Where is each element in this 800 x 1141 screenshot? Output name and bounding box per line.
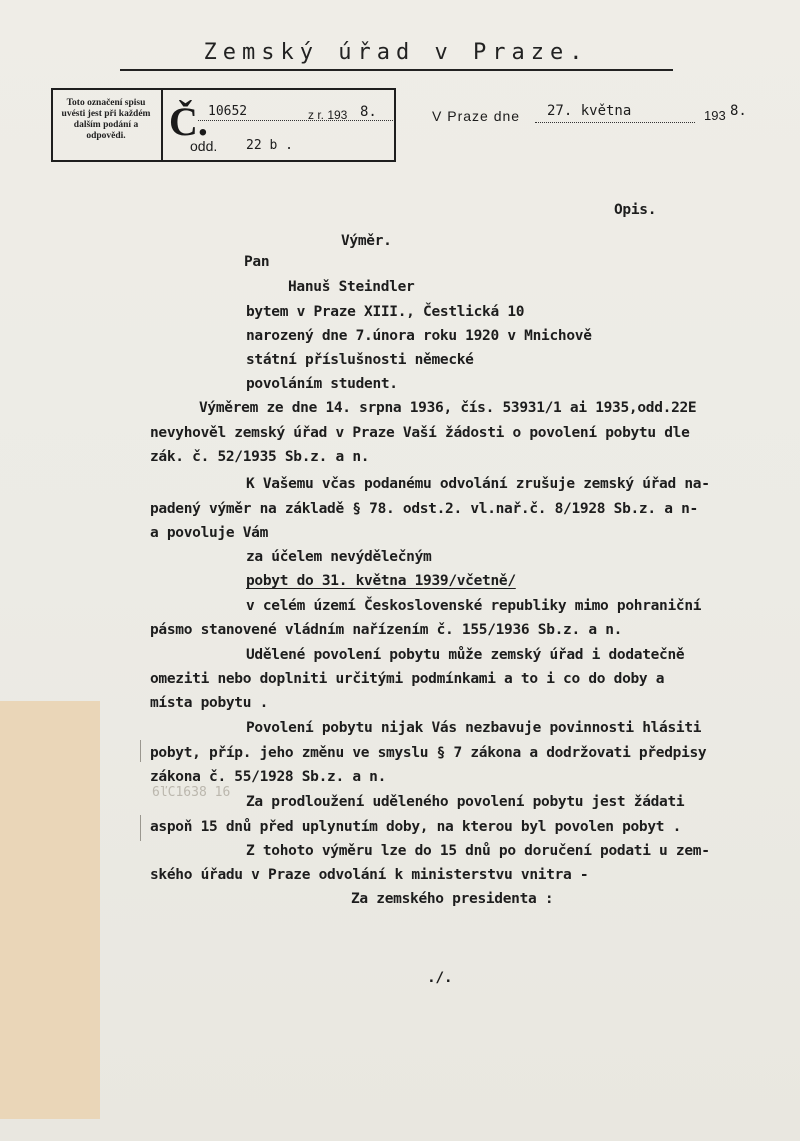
body-line: pásmo stanovené vládním nařízením č. 155/1936 Sb.z. a n. xyxy=(150,622,623,638)
body-line: pobyt, příp. jeho změnu ve smyslu § 7 zákona a dodržovati předpisy xyxy=(150,745,707,761)
body-line: ského úřadu v Praze odvolání k ministerstvu vnitra - xyxy=(150,867,589,883)
dateline xyxy=(432,103,762,125)
dateline-year-digit: 8. xyxy=(730,103,747,119)
addressee-line: státní příslušnosti německé xyxy=(246,352,474,368)
addressee-line: Hanuš Steindler xyxy=(288,279,415,295)
body-line: zák. č. 52/1935 Sb.z. a n. xyxy=(150,449,370,465)
addressee-line: Pan xyxy=(244,254,270,270)
reference-number-row xyxy=(198,104,393,122)
office-title: Zemský úřad v Praze. xyxy=(203,40,589,65)
document-heading: Výměr. xyxy=(341,233,392,249)
faint-stamp-text: 6ľC1638 16 xyxy=(152,785,231,800)
body-line: nevyhověl zemský úřad v Praze Vaší žádosti o povolení pobytu dle xyxy=(150,425,690,441)
body-line: Výměrem ze dne 14. srpna 1936, čís. 53931/1 ai 1935,odd.22E xyxy=(199,400,697,416)
margin-mark xyxy=(140,815,141,841)
reference-notice: Toto označení spisu uvésti jest při každém dalším podání a odpovědi. xyxy=(61,98,151,141)
attached-paper-slip xyxy=(0,701,100,1119)
body-line: a povoluje Vám xyxy=(150,525,269,541)
department-label: odd. xyxy=(190,138,218,154)
dateline-dotted-line xyxy=(535,122,695,123)
reference-c-letter: Č. xyxy=(169,99,208,144)
addressee-line: narozený dne 7.února roku 1920 v Mnichově xyxy=(246,328,592,344)
reference-box xyxy=(51,88,396,162)
body-line: Za prodloužení uděleného povolení pobytu jest žádati xyxy=(246,794,685,810)
end-mark: ./. xyxy=(427,970,453,986)
dateline-label: V Praze dne xyxy=(432,108,521,124)
permit-validity-line: pobyt do 31. května 1939/včetně/ xyxy=(246,573,516,589)
body-line: Povolení pobytu nijak Vás nezbavuje povinnosti hlásiti xyxy=(246,720,702,736)
body-line: omeziti nebo doplniti určitými podmínkami a to i co do doby a xyxy=(150,671,665,687)
dateline-year-prefix: 193 xyxy=(704,108,726,123)
body-line: Udělené povolení pobytu může zemský úřad i dodatečně xyxy=(246,647,685,663)
reference-year-label: z r. 193 xyxy=(308,108,348,122)
body-line: Z tohoto výměru lze do 15 dnů po doručení podati u zem- xyxy=(246,843,710,859)
copy-mark: Opis. xyxy=(614,202,657,218)
body-line: místa pobytu . xyxy=(150,695,269,711)
dotted-line xyxy=(198,120,393,121)
body-line: v celém území Československé republiky mimo pohraniční xyxy=(246,598,702,614)
body-line: zákona č. 55/1928 Sb.z. a n. xyxy=(150,769,387,785)
title-rule xyxy=(120,69,673,71)
addressee-line: povoláním student. xyxy=(246,376,398,392)
dateline-day: 27. května xyxy=(547,103,632,119)
body-line: padený výměr na základě § 78. odst.2. vl.nař.č. 8/1928 Sb.z. a n- xyxy=(150,501,698,517)
body-line: K Vašemu včas podanému odvolání zrušuje zemský úřad na- xyxy=(246,476,710,492)
margin-mark xyxy=(140,740,141,762)
addressee-line: bytem v Praze XIII., Čestlická 10 xyxy=(246,304,525,320)
body-line: za účelem nevýdělečným xyxy=(246,549,432,565)
body-line: aspoň 15 dnů před uplynutím doby, na kterou byl povolen pobyt . xyxy=(150,819,682,835)
reference-divider xyxy=(161,90,163,160)
department-value: 22 b . xyxy=(246,138,293,153)
reference-year-digit: 8. xyxy=(360,104,377,120)
reference-number: 10652 xyxy=(208,104,248,119)
signature-line: Za zemského presidenta : xyxy=(351,891,554,907)
